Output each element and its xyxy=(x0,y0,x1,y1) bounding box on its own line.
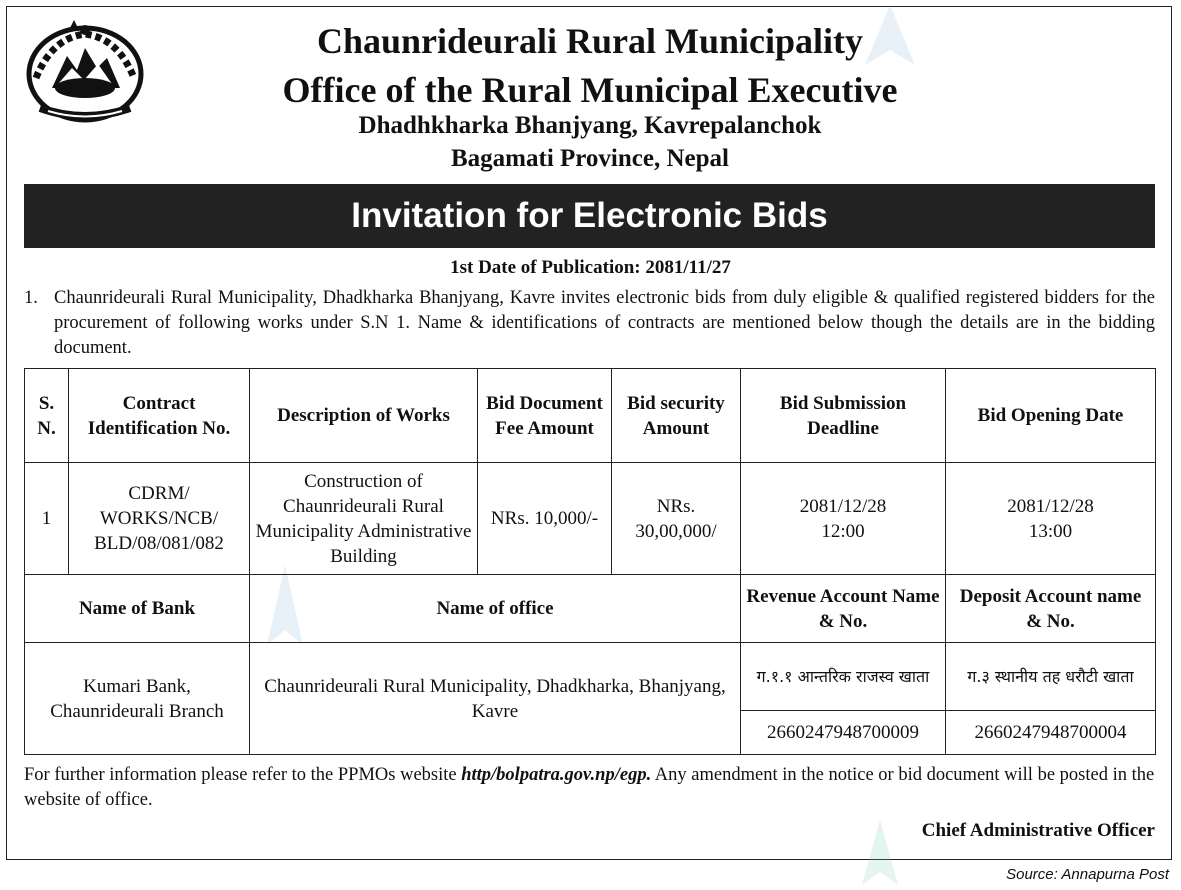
province-country: Bagamati Province, Nepal xyxy=(451,145,729,172)
footer-text-after: Any amendment in the notice or bid document will be posted in the website of office. xyxy=(24,765,1155,810)
paragraph-number: 1. xyxy=(24,288,38,308)
cell-bank: Kumari Bank, Chaunrideurali Branch xyxy=(25,643,250,755)
cell-description: Construction of Chaunrideurali Rural Municipality Administrative Building xyxy=(250,463,478,575)
publication-date: 1st Date of Publication: 2081/11/27 xyxy=(450,257,731,278)
intro-paragraph xyxy=(24,286,1155,361)
opening-date: 2081/12/28 xyxy=(1007,495,1094,517)
nepal-emblem-logo xyxy=(22,18,148,126)
deadline-time: 12:00 xyxy=(821,520,865,542)
cell-doc-fee: NRs. 10,000/- xyxy=(478,463,612,575)
source-credit: Source: Annapurna Post xyxy=(1006,866,1169,883)
bid-table xyxy=(24,368,1156,755)
signatory-title: Chief Administrative Officer xyxy=(921,820,1155,841)
col-header-doc-fee: Bid Document Fee Amount xyxy=(478,369,612,463)
col-header-revenue: Revenue Account Name & No. xyxy=(741,575,946,643)
cell-revenue-name: ग.१.१ आन्तरिक राजस्व खाता xyxy=(741,643,946,711)
col-header-contract-id: Contract Identification No. xyxy=(69,369,250,463)
deadline-date: 2081/12/28 xyxy=(799,495,887,517)
col-header-deposit: Deposit Account name & No. xyxy=(946,575,1156,643)
col-header-bank: Name of Bank xyxy=(25,575,250,643)
col-header-sn: S. N. xyxy=(25,369,69,463)
municipality-name: Chaunrideurali Rural Municipality xyxy=(316,21,864,61)
bank-table-header-row xyxy=(25,575,1156,643)
office-address: Dhadhkharka Bhanjyang, Kavrepalanchok xyxy=(358,112,822,139)
cell-sn: 1 xyxy=(25,463,69,575)
col-header-description: Description of Works xyxy=(250,369,478,463)
col-header-opening: Bid Opening Date xyxy=(946,369,1156,463)
table-row xyxy=(25,463,1156,575)
watermark-shape xyxy=(860,820,900,890)
cell-deposit-name: ग.३ स्थानीय तह धरौटी खाता xyxy=(946,643,1156,711)
footer-note xyxy=(24,763,1155,813)
col-header-security: Bid security Amount xyxy=(612,369,741,463)
cell-contract-id: CDRM/ WORKS/NCB/ BLD/08/081/082 xyxy=(69,463,250,575)
cell-deposit-no: 2660247948700004 xyxy=(946,711,1156,755)
footer-text-before: For further information please refer to the PPMOs website xyxy=(24,765,462,785)
cell-security: NRs. 30,00,000/ xyxy=(612,463,741,575)
opening-time: 13:00 xyxy=(1028,520,1073,542)
cell-revenue-no: 2660247948700009 xyxy=(741,711,946,755)
cell-deadline xyxy=(741,463,946,575)
col-header-deadline: Bid Submission Deadline xyxy=(741,369,946,463)
paragraph-text: Chaunrideurali Rural Municipality, Dhadkharka Bhanjyang, Kavre invites electronic bids from duly eligible & qualified registered bidders for the procurement of following works under S.N 1. Name & identifications of contracts are mentioned below though the details are in the bidding document. xyxy=(54,288,1155,358)
table-row xyxy=(25,643,1156,711)
website-link[interactable]: http/bolpatra.gov.np/egp. xyxy=(461,765,652,785)
cell-opening xyxy=(946,463,1156,575)
col-header-office: Name of office xyxy=(250,575,741,643)
notice-title-banner: Invitation for Electronic Bids xyxy=(24,184,1155,248)
bid-table-header-row xyxy=(25,369,1156,463)
office-name: Office of the Rural Municipal Executive xyxy=(282,70,898,110)
cell-office: Chaunrideurali Rural Municipality, Dhadkharka, Bhanjyang, Kavre xyxy=(250,643,741,755)
